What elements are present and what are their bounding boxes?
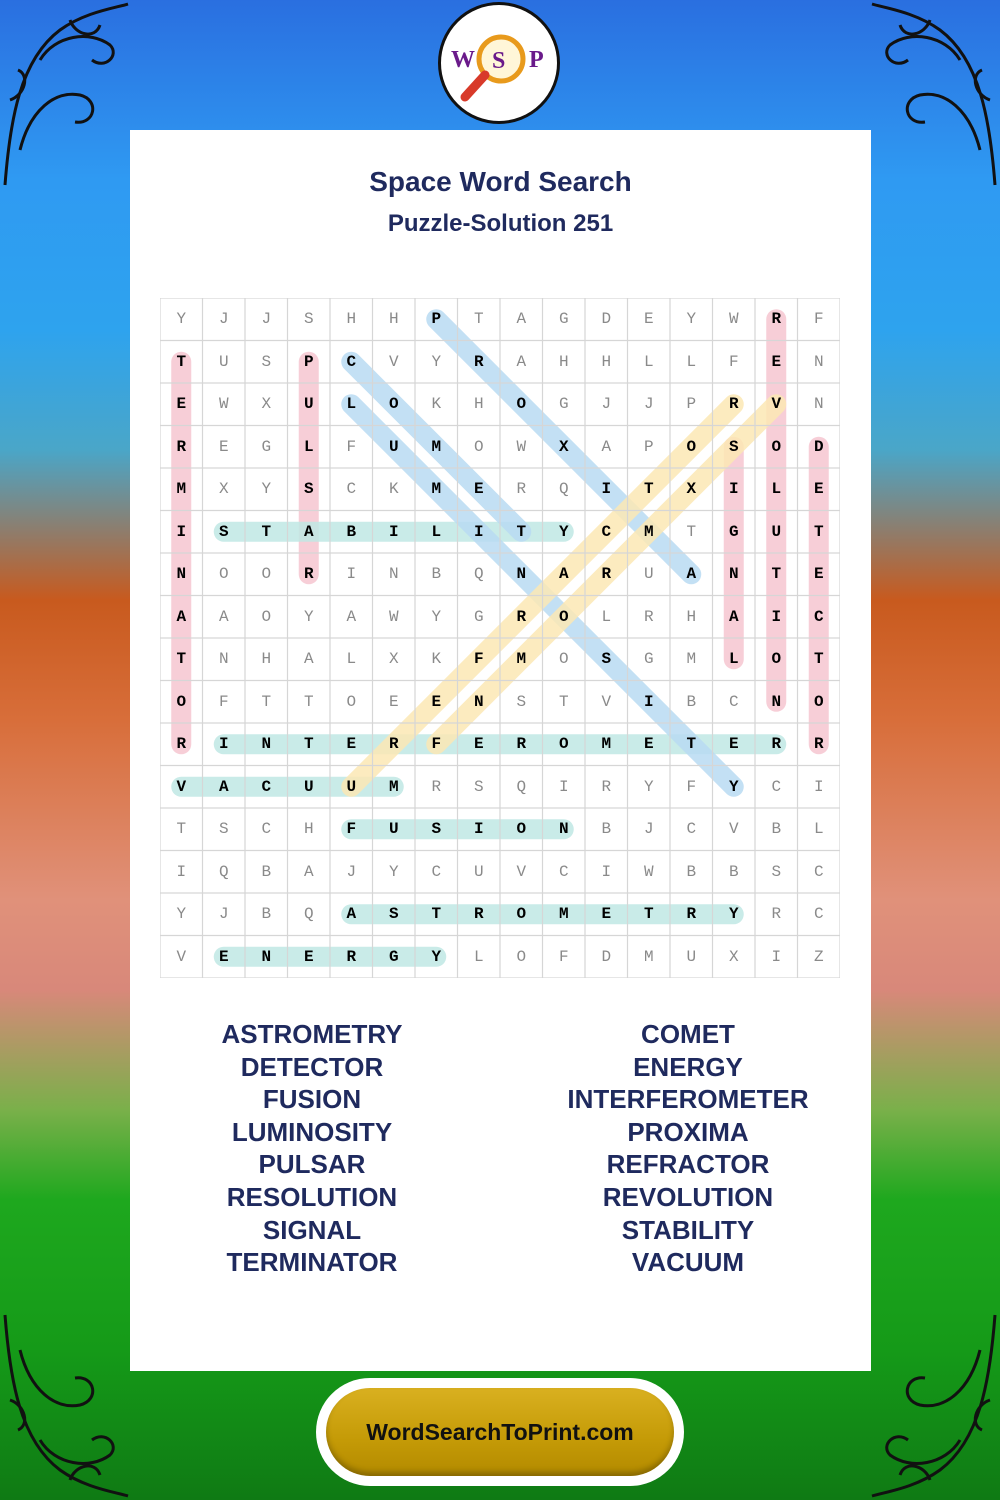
grid-cell[interactable]: C	[261, 777, 272, 796]
grid-cell[interactable]: T	[516, 522, 527, 541]
grid-cell[interactable]: W	[516, 437, 527, 456]
grid-cell[interactable]: G	[388, 947, 399, 966]
grid-cell[interactable]: P	[686, 395, 697, 414]
grid-cell[interactable]: P	[643, 437, 654, 456]
grid-cell[interactable]: U	[686, 947, 697, 966]
grid-cell[interactable]: R	[643, 607, 654, 626]
grid-cell[interactable]: I	[643, 692, 654, 711]
grid-cell[interactable]: T	[473, 310, 484, 329]
grid-cell[interactable]: X	[728, 947, 739, 966]
grid-cell[interactable]: V	[601, 692, 612, 711]
grid-cell[interactable]: E	[643, 735, 654, 754]
grid-cell[interactable]: R	[176, 735, 187, 754]
grid-cell[interactable]: B	[686, 862, 697, 881]
grid-cell[interactable]: S	[728, 437, 739, 456]
grid-cell[interactable]: M	[686, 650, 697, 669]
grid-cell[interactable]: B	[728, 862, 739, 881]
grid-cell[interactable]: A	[303, 522, 314, 541]
grid-cell[interactable]: V	[771, 395, 782, 414]
grid-cell[interactable]: E	[218, 437, 229, 456]
grid-cell[interactable]: A	[176, 607, 187, 626]
word-list-item: DETECTOR	[240, 1051, 384, 1082]
grid-cell[interactable]: I	[558, 777, 569, 796]
grid-cell[interactable]: T	[176, 352, 187, 371]
grid-cell[interactable]: Q	[473, 565, 484, 584]
grid-cell[interactable]: B	[686, 692, 697, 711]
grid-cell[interactable]: F	[813, 310, 824, 329]
grid-cell[interactable]: O	[516, 820, 527, 839]
grid-cell[interactable]: G	[473, 607, 484, 626]
grid-cell[interactable]: A	[346, 607, 357, 626]
grid-cell[interactable]: C	[813, 607, 824, 626]
grid-cell[interactable]: T	[643, 905, 654, 924]
grid-cell[interactable]: B	[261, 862, 272, 881]
corner-ornament-bottom-right	[870, 1310, 1000, 1500]
grid-cell[interactable]: C	[346, 480, 357, 499]
grid-cell[interactable]: H	[601, 352, 612, 371]
corner-ornament-bottom-left	[0, 1310, 130, 1500]
grid-cell[interactable]: X	[686, 480, 697, 499]
grid-cell[interactable]: S	[218, 820, 229, 839]
grid-cell[interactable]: S	[303, 310, 314, 329]
footer-button-face[interactable]	[326, 1388, 674, 1476]
grid-cell[interactable]: X	[558, 437, 569, 456]
grid-cell[interactable]: I	[473, 820, 484, 839]
word-list-item: RESOLUTION	[226, 1181, 398, 1212]
logo-letter-p: P	[529, 47, 544, 73]
word-grid	[160, 298, 840, 978]
word-list-item: INTERFEROMETER	[567, 1084, 809, 1115]
word-list-right	[538, 1018, 838, 1279]
grid-cell[interactable]: R	[771, 905, 782, 924]
grid-cell[interactable]: K	[431, 395, 442, 414]
grid-cell[interactable]: S	[473, 777, 484, 796]
grid-cell[interactable]: D	[601, 947, 612, 966]
grid-cell[interactable]: J	[643, 395, 654, 414]
grid-cell[interactable]: R	[516, 480, 527, 499]
grid-cell[interactable]: M	[176, 480, 187, 499]
grid-cell[interactable]: I	[601, 480, 612, 499]
grid-cell[interactable]: F	[346, 437, 357, 456]
grid-cell[interactable]: Y	[176, 905, 187, 924]
grid-cell[interactable]: A	[558, 565, 569, 584]
grid-cell[interactable]: E	[346, 735, 357, 754]
grid-cell[interactable]: R	[601, 777, 612, 796]
grid-cell[interactable]: S	[771, 862, 782, 881]
grid-cell[interactable]: U	[771, 522, 782, 541]
grid-cell[interactable]: A	[686, 565, 697, 584]
grid-cell[interactable]: E	[473, 735, 484, 754]
grid-cell[interactable]: V	[176, 947, 187, 966]
word-list-item: STABILITY	[621, 1214, 755, 1245]
logo-letter-s: S	[492, 48, 506, 74]
grid-cell[interactable]: O	[261, 565, 272, 584]
grid-cell[interactable]: C	[813, 862, 824, 881]
grid-cell[interactable]: U	[303, 395, 314, 414]
grid-cell[interactable]: T	[813, 522, 824, 541]
grid-cell[interactable]: A	[601, 437, 612, 456]
grid-cell[interactable]: S	[601, 650, 612, 669]
page-title: Space Word Search	[369, 166, 632, 197]
grid-cell[interactable]: T	[558, 692, 569, 711]
grid-cell[interactable]: Y	[431, 607, 442, 626]
footer-link-button[interactable]	[316, 1378, 684, 1486]
grid-cell[interactable]: K	[431, 650, 442, 669]
grid-cell[interactable]: F	[686, 777, 697, 796]
grid-cell[interactable]: F	[728, 352, 739, 371]
grid-cell[interactable]: R	[303, 565, 314, 584]
grid-cell[interactable]: M	[388, 777, 399, 796]
grid-cell[interactable]: T	[686, 522, 697, 541]
grid-cell[interactable]: R	[388, 735, 399, 754]
grid-cell[interactable]: Y	[643, 777, 654, 796]
grid-cell[interactable]: N	[261, 947, 272, 966]
grid-cell[interactable]: E	[643, 310, 654, 329]
grid-cell[interactable]: W	[643, 862, 654, 881]
grid-cell[interactable]: L	[601, 607, 612, 626]
word-list-item: REVOLUTION	[602, 1181, 774, 1212]
grid-cell[interactable]: N	[388, 565, 399, 584]
grid-cell[interactable]: L	[686, 352, 697, 371]
grid-cell[interactable]: C	[771, 777, 782, 796]
grid-cell[interactable]: Y	[558, 522, 569, 541]
grid-cell[interactable]: Y	[728, 777, 739, 796]
grid-cell[interactable]: I	[601, 862, 612, 881]
grid-cell[interactable]: R	[686, 905, 697, 924]
grid-cell[interactable]: E	[218, 947, 229, 966]
grid-cell[interactable]: L	[643, 352, 654, 371]
grid-cell[interactable]: R	[771, 310, 782, 329]
grid-cell[interactable]: W	[728, 310, 739, 329]
grid-cell[interactable]: O	[558, 607, 569, 626]
grid-cell[interactable]: C	[686, 820, 697, 839]
grid-cell[interactable]: O	[346, 692, 357, 711]
grid-cell[interactable]: E	[176, 395, 187, 414]
grid-cell[interactable]: Q	[218, 862, 229, 881]
grid-cell[interactable]: H	[558, 352, 569, 371]
grid-cell[interactable]: U	[388, 820, 399, 839]
grid-cell[interactable]: U	[303, 777, 314, 796]
grid-cell[interactable]: N	[728, 565, 739, 584]
grid-cell[interactable]: N	[771, 692, 782, 711]
grid-cell[interactable]: W	[388, 607, 399, 626]
grid-cell[interactable]: R	[516, 607, 527, 626]
word-list-item: REFRACTOR	[606, 1149, 770, 1180]
grid-cell[interactable]: B	[261, 905, 272, 924]
grid-cell[interactable]: Q	[516, 777, 527, 796]
grid-cell[interactable]: I	[176, 522, 187, 541]
word-list-item: COMET	[641, 1019, 735, 1049]
grid-cell[interactable]: O	[176, 692, 187, 711]
grid-cell[interactable]: G	[728, 522, 739, 541]
grid-cell[interactable]: Q	[558, 480, 569, 499]
grid-cell[interactable]: V	[728, 820, 739, 839]
grid-cell[interactable]: S	[516, 692, 527, 711]
grid-cell[interactable]: D	[601, 310, 612, 329]
grid-cell[interactable]: M	[558, 905, 569, 924]
grid-cell[interactable]: N	[516, 565, 527, 584]
grid-cell[interactable]: T	[643, 480, 654, 499]
grid-cell[interactable]: O	[261, 607, 272, 626]
grid-cell[interactable]: R	[176, 437, 187, 456]
grid-cell[interactable]: A	[516, 310, 527, 329]
grid-cell[interactable]: E	[813, 565, 824, 584]
grid-cell[interactable]: Y	[261, 480, 272, 499]
grid-cell[interactable]: Y	[686, 310, 697, 329]
grid-cell[interactable]: I	[771, 947, 782, 966]
grid-cell[interactable]: J	[218, 310, 229, 329]
grid-cell[interactable]: A	[218, 777, 229, 796]
grid-cell[interactable]: T	[431, 905, 442, 924]
grid-cell[interactable]: L	[473, 947, 484, 966]
grid-cell[interactable]: D	[813, 437, 824, 456]
grid-cell[interactable]: A	[516, 352, 527, 371]
grid-cell[interactable]: M	[431, 480, 442, 499]
grid-cell[interactable]: V	[388, 352, 399, 371]
grid-cell[interactable]: M	[516, 650, 527, 669]
word-list-item: FUSION	[262, 1084, 362, 1115]
grid-cell[interactable]: H	[303, 820, 314, 839]
grid-cell[interactable]: R	[473, 905, 484, 924]
grid-cell[interactable]: E	[728, 735, 739, 754]
grid-cell[interactable]: T	[176, 820, 187, 839]
grid-cell[interactable]: H	[346, 310, 357, 329]
grid-cell[interactable]: A	[346, 905, 357, 924]
grid-cell[interactable]: J	[643, 820, 654, 839]
grid-cell[interactable]: Y	[431, 947, 442, 966]
grid-cell[interactable]: Y	[303, 607, 314, 626]
grid-cell[interactable]: E	[813, 480, 824, 499]
grid-cell[interactable]: C	[813, 905, 824, 924]
word-list-item: TERMINATOR	[226, 1247, 398, 1278]
grid-cell[interactable]: S	[388, 905, 399, 924]
grid-cell[interactable]: U	[388, 437, 399, 456]
grid-cell[interactable]: O	[813, 692, 824, 711]
grid-cell[interactable]: E	[601, 905, 612, 924]
grid-cell[interactable]: H	[686, 607, 697, 626]
grid-cell[interactable]: P	[431, 310, 442, 329]
grid-cell[interactable]: J	[261, 310, 272, 329]
word-list-item: ASTROMETRY	[221, 1019, 403, 1049]
grid-cell[interactable]: T	[813, 650, 824, 669]
page-subtitle: Puzzle-Solution 251	[387, 210, 614, 237]
word-list-item: VACUUM	[631, 1247, 745, 1278]
word-list-item: PROXIMA	[627, 1116, 749, 1147]
grid-cell[interactable]: U	[643, 565, 654, 584]
grid-cell[interactable]: B	[771, 820, 782, 839]
grid-cell[interactable]: O	[686, 437, 697, 456]
grid-cell[interactable]: L	[346, 650, 357, 669]
grid-cell[interactable]: N	[558, 820, 569, 839]
grid-cell[interactable]: H	[261, 650, 272, 669]
grid-cell[interactable]: C	[346, 352, 357, 371]
grid-cell[interactable]: O	[218, 565, 229, 584]
grid-cell[interactable]: U	[346, 777, 357, 796]
grid-cell[interactable]: T	[686, 735, 697, 754]
grid-cell[interactable]: N	[813, 395, 824, 414]
grid-cell[interactable]: S	[261, 352, 272, 371]
grid-cell[interactable]: O	[558, 735, 569, 754]
grid-cell[interactable]: E	[771, 352, 782, 371]
grid-cell[interactable]: G	[643, 650, 654, 669]
grid-cell[interactable]: U	[473, 862, 484, 881]
grid-cell[interactable]: X	[388, 650, 399, 669]
grid-cell[interactable]: L	[346, 395, 357, 414]
footer-site-name[interactable]: WordSearchToPrint.com	[366, 1418, 634, 1445]
grid-cell[interactable]: N	[473, 692, 484, 711]
grid-cell[interactable]: T	[261, 692, 272, 711]
grid-cell[interactable]: I	[728, 480, 739, 499]
grid-cell[interactable]: B	[601, 820, 612, 839]
grid-cell[interactable]: E	[303, 947, 314, 966]
corner-ornament-top-right	[870, 0, 1000, 190]
grid-cell[interactable]: S	[218, 522, 229, 541]
word-list-left	[162, 1018, 462, 1279]
grid-cell[interactable]: V	[516, 862, 527, 881]
grid-cell[interactable]: I	[388, 522, 399, 541]
grid-cell[interactable]: T	[303, 692, 314, 711]
grid-cell[interactable]: F	[473, 650, 484, 669]
grid-cell[interactable]: R	[771, 735, 782, 754]
grid-cell[interactable]: O	[558, 650, 569, 669]
grid-cell[interactable]: Q	[303, 905, 314, 924]
grid-cell[interactable]: S	[431, 820, 442, 839]
grid-cell[interactable]: A	[303, 650, 314, 669]
word-list-item: LUMINOSITY	[231, 1116, 393, 1147]
grid-cell[interactable]: M	[431, 437, 442, 456]
grid-cell[interactable]: F	[431, 735, 442, 754]
grid-cell[interactable]: N	[261, 735, 272, 754]
grid-cell[interactable]: R	[346, 947, 357, 966]
grid-cell[interactable]: J	[601, 395, 612, 414]
grid-cell[interactable]: T	[176, 650, 187, 669]
grid-cell[interactable]: O	[771, 650, 782, 669]
grid-cell[interactable]: L	[813, 820, 824, 839]
grid-cell[interactable]: W	[218, 395, 229, 414]
grid-cell[interactable]: R	[431, 777, 442, 796]
puzzle-panel	[130, 130, 871, 1371]
grid-cell[interactable]: X	[218, 480, 229, 499]
grid-cell[interactable]: G	[261, 437, 272, 456]
grid-cell[interactable]: N	[813, 352, 824, 371]
grid-cell[interactable]: R	[473, 352, 484, 371]
grid-cell[interactable]: O	[516, 905, 527, 924]
word-list-item: SIGNAL	[262, 1214, 362, 1245]
grid-cell[interactable]: S	[303, 480, 314, 499]
grid-cell[interactable]: M	[601, 735, 612, 754]
grid-cell[interactable]: R	[813, 735, 824, 754]
grid-cell[interactable]: L	[431, 522, 442, 541]
grid-cell[interactable]: F	[218, 692, 229, 711]
wsp-logo	[438, 2, 560, 124]
grid-cell[interactable]: C	[431, 862, 442, 881]
grid-cell[interactable]: I	[218, 735, 229, 754]
grid-cell[interactable]: L	[771, 480, 782, 499]
word-list-item: PULSAR	[258, 1149, 366, 1180]
grid-cell[interactable]: A	[218, 607, 229, 626]
grid-cell[interactable]: E	[388, 692, 399, 711]
grid-cell[interactable]: U	[218, 352, 229, 371]
grid-cell[interactable]: X	[261, 395, 272, 414]
grid-cell[interactable]: I	[176, 862, 187, 881]
corner-ornament-top-left	[0, 0, 130, 190]
grid-cell[interactable]: O	[771, 437, 782, 456]
grid-cell[interactable]: F	[558, 947, 569, 966]
grid-cell[interactable]: I	[346, 565, 357, 584]
grid-cell[interactable]: O	[473, 437, 484, 456]
grid-cell[interactable]: N	[176, 565, 187, 584]
grid-cell[interactable]: V	[176, 777, 187, 796]
grid-cell[interactable]: M	[643, 947, 654, 966]
grid-cell[interactable]: B	[431, 565, 442, 584]
grid-cell[interactable]: R	[516, 735, 527, 754]
grid-cell[interactable]: H	[388, 310, 399, 329]
grid-cell[interactable]: C	[558, 862, 569, 881]
grid-cell[interactable]: E	[473, 480, 484, 499]
grid-cell[interactable]: R	[601, 565, 612, 584]
grid-cell[interactable]: I	[813, 777, 824, 796]
grid-cell[interactable]: B	[346, 522, 357, 541]
grid-cell[interactable]: O	[516, 947, 527, 966]
grid-cell[interactable]: G	[558, 395, 569, 414]
grid-cell[interactable]: Y	[728, 905, 739, 924]
logo-letter-w: W	[451, 47, 475, 73]
word-list-item: ENERGY	[633, 1051, 743, 1082]
grid-cell[interactable]: Y	[388, 862, 399, 881]
grid-cell[interactable]: C	[728, 692, 739, 711]
grid-cell[interactable]: T	[303, 735, 314, 754]
grid-cell[interactable]: A	[728, 607, 739, 626]
grid-cell[interactable]: O	[388, 395, 399, 414]
grid-cell[interactable]: C	[601, 522, 612, 541]
grid-cell[interactable]: T	[771, 565, 782, 584]
grid-cell[interactable]: Z	[813, 947, 824, 966]
grid-cell[interactable]: C	[261, 820, 272, 839]
grid-cell[interactable]: O	[516, 395, 527, 414]
grid-cell[interactable]: G	[558, 310, 569, 329]
grid-cell[interactable]: N	[218, 650, 229, 669]
grid-cell[interactable]: P	[303, 352, 314, 371]
grid-cell[interactable]: J	[346, 862, 357, 881]
grid-cell[interactable]: T	[261, 522, 272, 541]
grid-cell[interactable]: R	[728, 395, 739, 414]
grid-cell[interactable]: J	[218, 905, 229, 924]
grid-cell[interactable]: L	[728, 650, 739, 669]
grid-cell[interactable]: F	[346, 820, 357, 839]
grid-cell[interactable]: H	[473, 395, 484, 414]
grid-cell[interactable]: M	[643, 522, 654, 541]
grid-cell[interactable]: Y	[431, 352, 442, 371]
grid-cell[interactable]: L	[303, 437, 314, 456]
grid-cell[interactable]: I	[771, 607, 782, 626]
grid-cell[interactable]: E	[431, 692, 442, 711]
grid-cell[interactable]: I	[473, 522, 484, 541]
grid-cell[interactable]: A	[303, 862, 314, 881]
grid-cell[interactable]: K	[388, 480, 399, 499]
grid-cell[interactable]: Y	[176, 310, 187, 329]
